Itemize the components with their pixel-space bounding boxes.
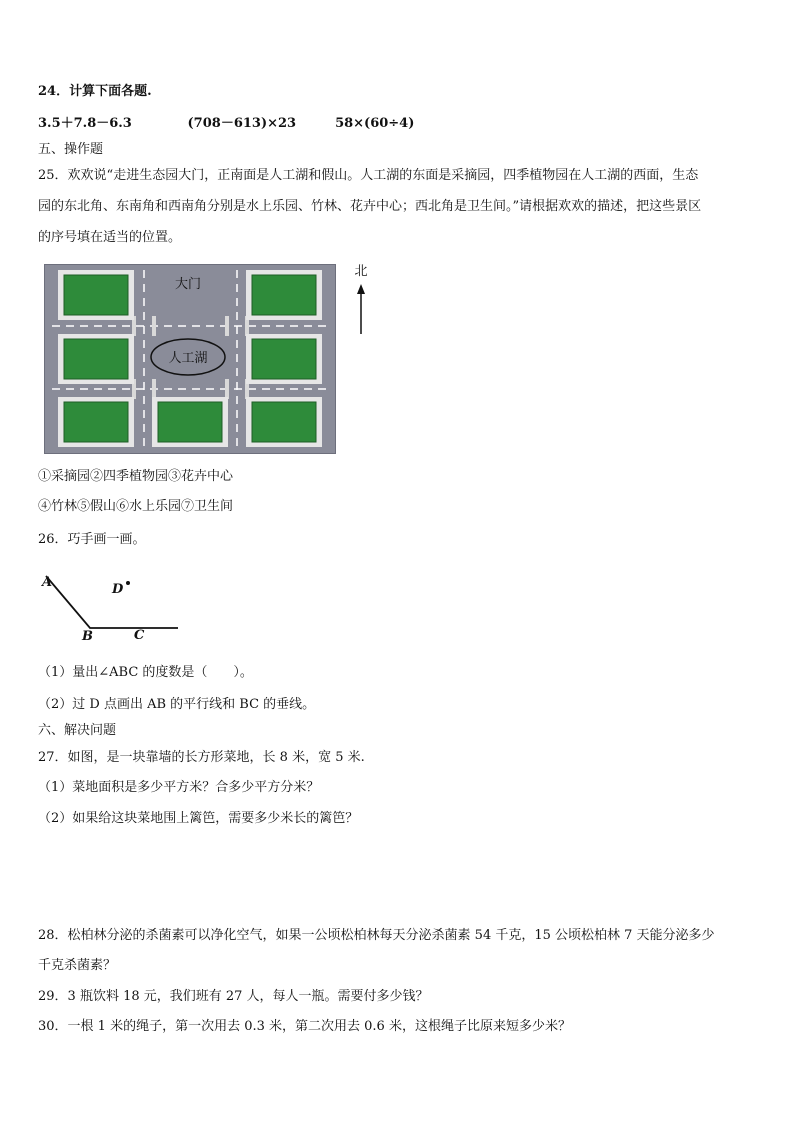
- q24-expr-2: (708－613)×23: [187, 116, 297, 131]
- label-a: A: [42, 575, 53, 590]
- lake-label: 人工湖: [168, 351, 208, 366]
- block-se: [246, 397, 322, 447]
- park-map: [44, 264, 336, 454]
- gate-label: 大门: [174, 277, 202, 292]
- q25-text-line-2: 园的东北角、东南角和西南角分别是水上乐园、竹林、花卉中心；西北角是卫生间。”请根据欢欢的描述，把这些景区: [38, 199, 702, 214]
- q27-sub-2: （2）如果给这块菜地围上篱笆，需要多少米长的篱笆？: [38, 811, 359, 826]
- q24-expressions: [38, 116, 414, 132]
- q24-expr-1: 3.5＋7.8－6.3: [38, 116, 132, 131]
- label-d: D: [112, 582, 124, 597]
- q30-text: 30．一根 1 米的绳子，第一次用去 0.3 米，第二次用去 0.6 米，这根绳子比原来短多少米？: [38, 1019, 571, 1034]
- label-b: B: [82, 629, 93, 640]
- section-6-heading: 六、解决问题: [38, 723, 117, 738]
- q26-title: 26．巧手画一画。: [38, 532, 146, 547]
- q25-options-line-1: ①采摘园②四季植物园③花卉中心: [38, 469, 234, 484]
- q26-sub-2: （2）过 D 点画出 AB 的平行线和 BC 的垂线。: [38, 697, 316, 712]
- block-e: [246, 334, 322, 384]
- q25-options-line-2: ④竹林⑤假山⑥水上乐园⑦卫生间: [38, 499, 234, 514]
- q25-text-line-1: 25．欢欢说“走进生态园大门，正南面是人工湖和假山。人工湖的东面是采摘园，四季植物园在人工湖的西面，生态: [38, 168, 699, 183]
- q27-sub-1: （1）菜地面积是多少平方米？合多少平方分米？: [38, 780, 320, 795]
- section-5-heading: 五、操作题: [38, 142, 104, 157]
- block-w: [58, 334, 134, 384]
- q26-sub-1: （1）量出∠ABC 的度数是（ ）。: [38, 665, 253, 680]
- q24-expr-3: 58×(60÷4): [335, 116, 415, 131]
- block-nw: [58, 270, 134, 320]
- block-ne: [246, 270, 322, 320]
- q28-line-1: 28．松柏林分泌的杀菌素可以净化空气，如果一公顷松柏林每天分泌杀菌素 54 千克，15 公顷松柏林 7 天能分泌多少: [38, 928, 715, 943]
- point-d: [126, 581, 130, 585]
- q24-title: 24．计算下面各题.: [38, 84, 152, 99]
- north-indicator: [350, 262, 372, 337]
- angle-figure: [40, 568, 185, 640]
- q29-text: 29．3 瓶饮料 18 元，我们班有 27 人，每人一瓶。需要付多少钱？: [38, 989, 429, 1004]
- q25-text-line-3: 的序号填在适当的位置。: [38, 230, 182, 245]
- q27-title: 27．如图，是一块靠墙的长方形菜地，长 8 米，宽 5 米.: [38, 750, 365, 765]
- block-sw: [58, 397, 134, 447]
- north-arrow-icon: [357, 284, 365, 294]
- north-label: 北: [354, 264, 368, 279]
- block-s: [152, 397, 228, 447]
- label-c: C: [134, 628, 145, 640]
- q28-line-2: 千克杀菌素？: [38, 958, 117, 973]
